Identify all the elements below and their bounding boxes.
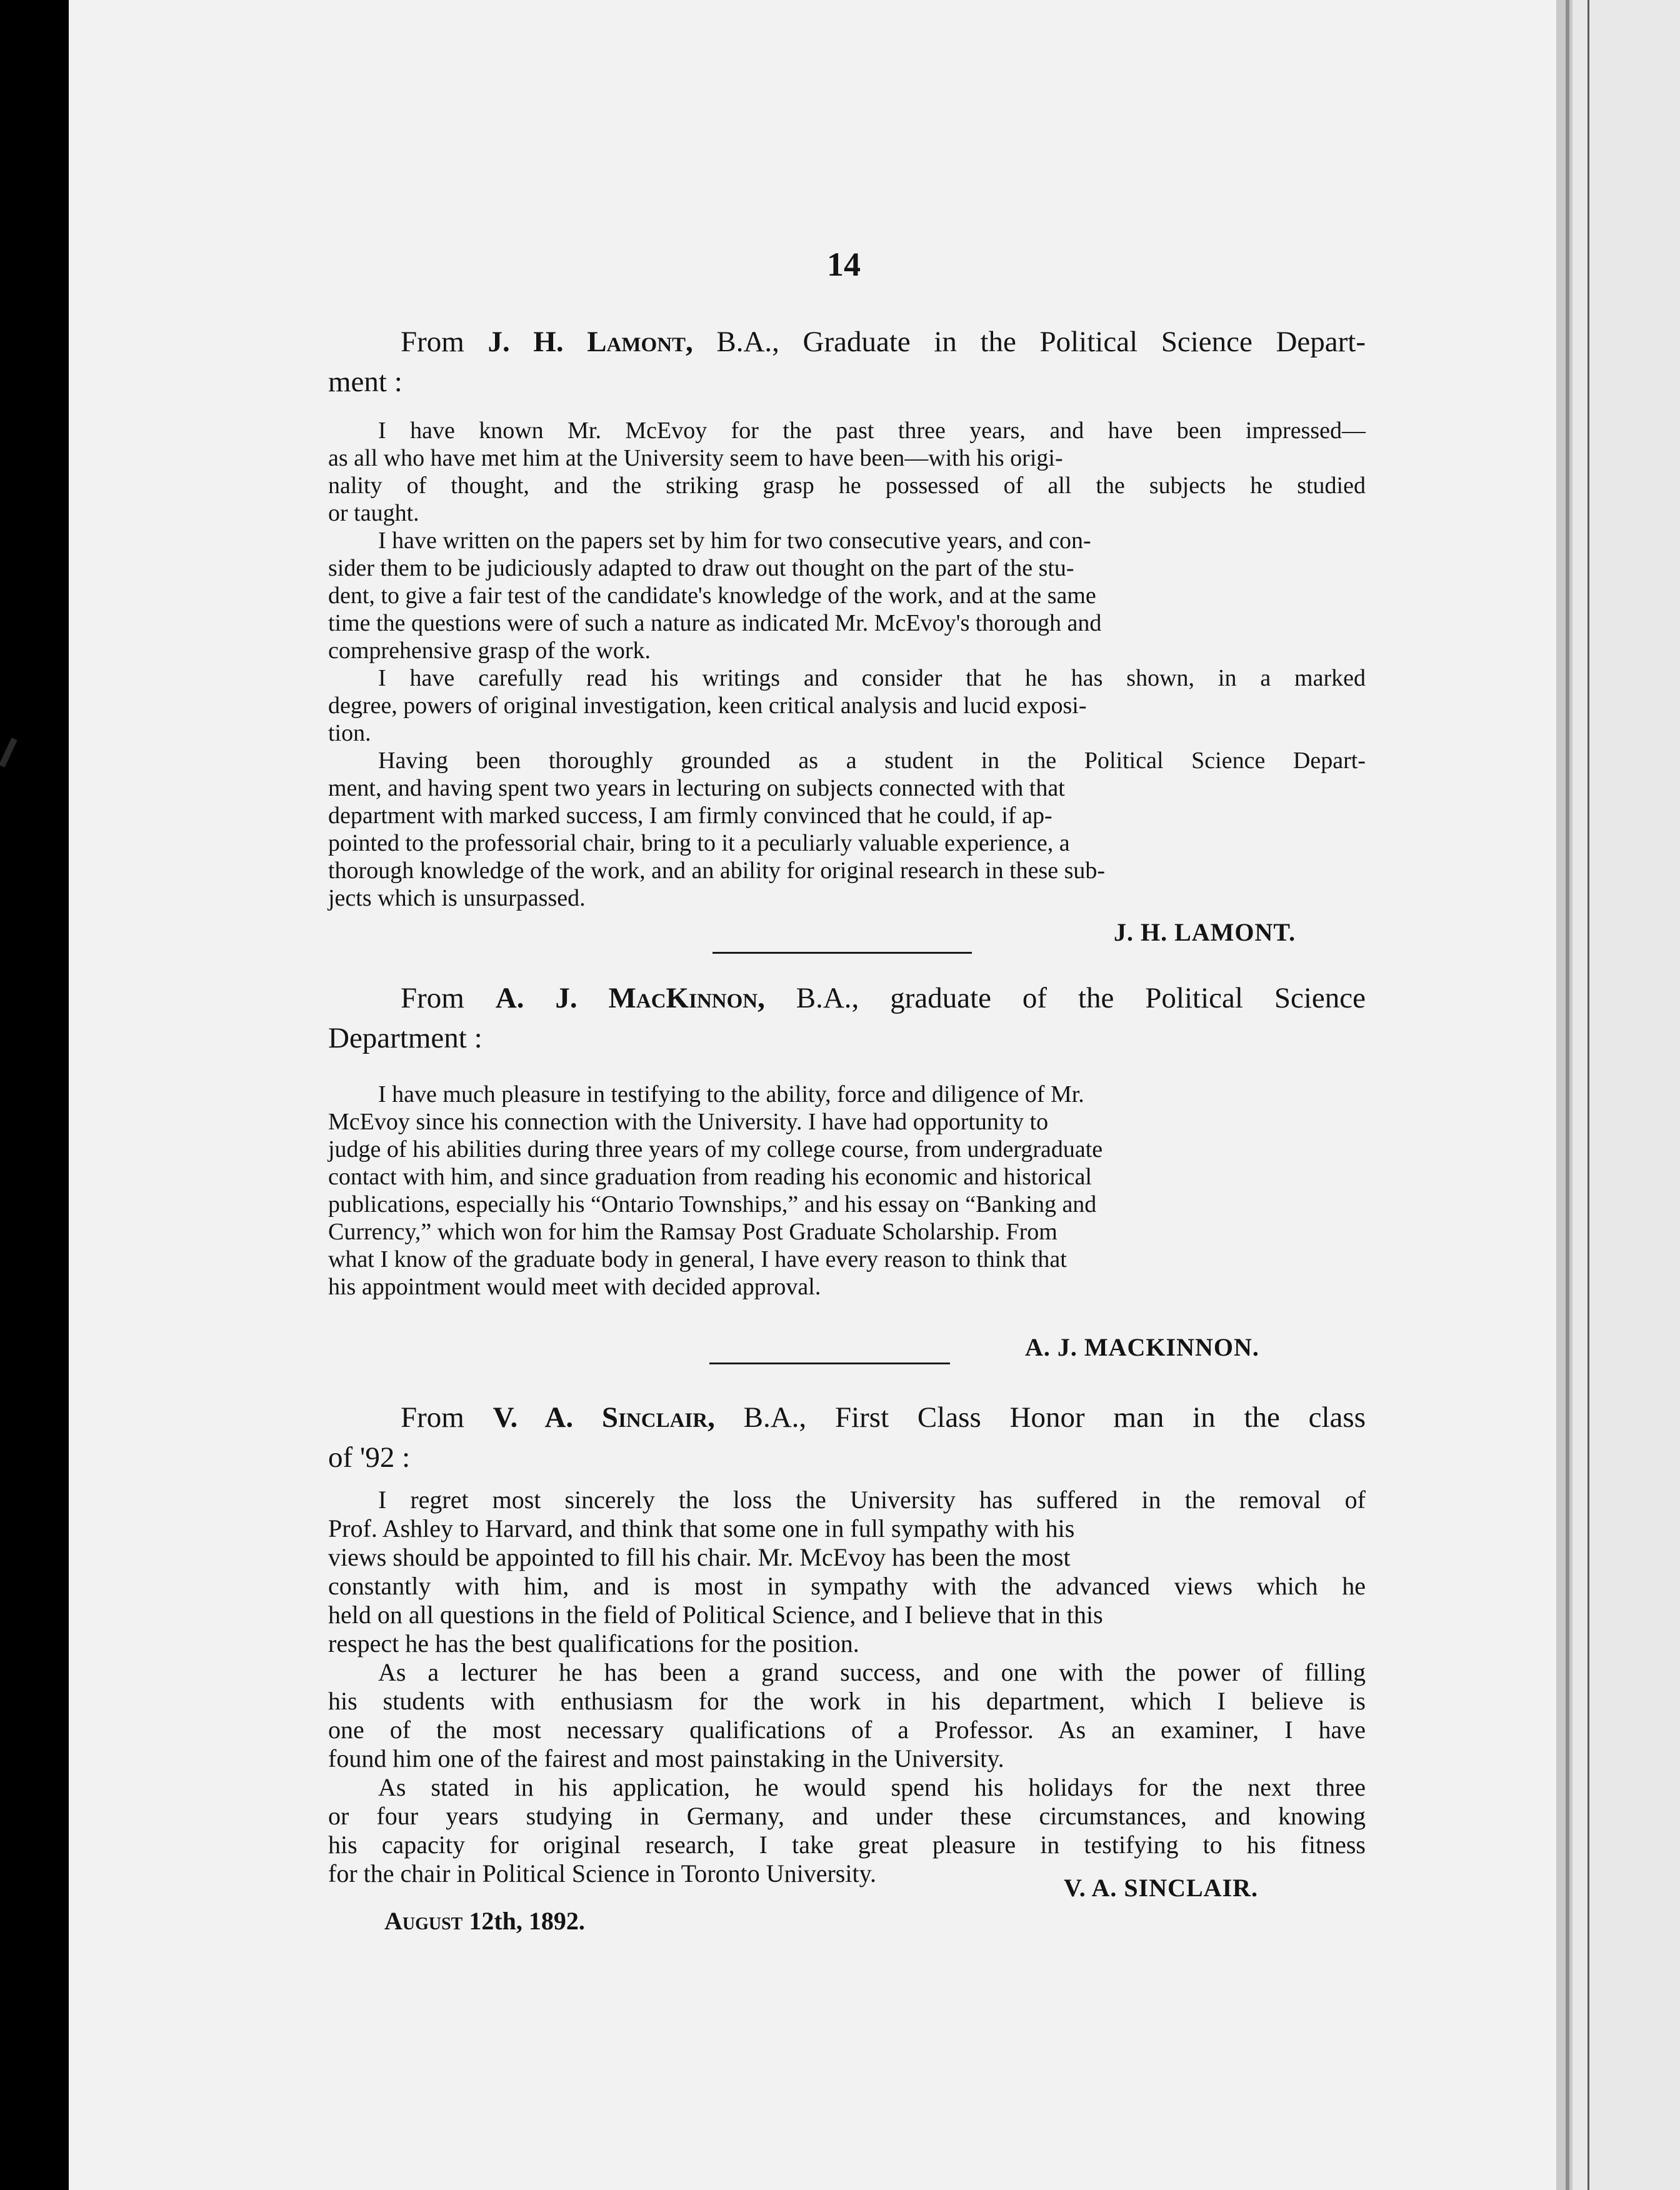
text-line: ment, and having spent two years in lecturing on subjects connected with that xyxy=(328,775,1065,801)
letter-date xyxy=(384,1906,585,1936)
author-name: V. A. Sinclair, xyxy=(492,1401,715,1434)
text-line: contact with him, and since graduation from reading his economic and historical xyxy=(328,1164,1092,1190)
text-line: I have written on the papers set by him for two consecutive years, and con- xyxy=(378,528,1091,554)
section-divider xyxy=(709,1362,950,1364)
date-month: August xyxy=(384,1907,463,1935)
text-line: jects which is unsurpassed. xyxy=(328,885,586,911)
text-line: respect he has the best qualifications for the position. xyxy=(328,1629,859,1658)
adjacent-page-edge xyxy=(1588,0,1589,2190)
text-line: tion. xyxy=(328,720,371,746)
text-line: I regret most sincerely the loss the University has suffered in the removal of xyxy=(378,1486,1366,1514)
margin-pencil-mark xyxy=(0,738,18,768)
text-line: or taught. xyxy=(328,500,419,526)
heading-line xyxy=(328,978,1366,1018)
letter-heading-sinclair xyxy=(328,1398,1366,1478)
heading-continuation: Department : xyxy=(328,1022,482,1054)
text-line: held on all questions in the field of Political Science, and I believe that in this xyxy=(328,1601,1103,1629)
heading-from: From xyxy=(401,326,464,358)
text-line: Having been thoroughly grounded as a student in the Political Science Depart- xyxy=(378,748,1366,774)
text-line: dent, to give a fair test of the candidate's knowledge of the work, and at the same xyxy=(328,582,1096,609)
text-line: time the questions were of such a nature as indicated Mr. McEvoy's thorough and xyxy=(328,610,1102,636)
signature-lamont: J. H. LAMONT. xyxy=(1114,918,1296,946)
text-line: his appointment would meet with decided approval. xyxy=(328,1274,821,1300)
text-line: McEvoy since his connection with the University. I have had opportunity to xyxy=(328,1109,1049,1135)
text-line: for the chair in Political Science in Toronto University. xyxy=(328,1859,876,1888)
author-credentials: B.A., First Class Honor man in the class xyxy=(743,1401,1366,1434)
text-line: publications, especially his “Ontario Townships,” and his essay on “Banking and xyxy=(328,1191,1097,1218)
text-line: his students with enthusiasm for the work in his department, which I believe is xyxy=(328,1687,1366,1715)
text-line: one of the most necessary qualifications of a Professor. As an examiner, I have xyxy=(328,1716,1366,1744)
letter-body-sinclair xyxy=(328,1486,1366,1888)
text-line: I have carefully read his writings and consider that he has shown, in a marked xyxy=(378,665,1366,691)
text-line: thorough knowledge of the work, and an ability for original research in these sub- xyxy=(328,858,1106,884)
signature-sinclair: V. A. SINCLAIR. xyxy=(1064,1874,1259,1902)
text-line: As a lecturer he has been a grand success, and one with the power of filling xyxy=(378,1658,1366,1686)
text-line: sider them to be judiciously adapted to draw out thought on the part of the stu- xyxy=(328,555,1074,581)
text-line: department with marked success, I am firmly convinced that he could, if ap- xyxy=(328,802,1052,829)
date-rest: 12th, 1892. xyxy=(469,1907,585,1935)
text-line: pointed to the professorial chair, bring to it a peculiarly valuable experience, a xyxy=(328,830,1070,856)
page-number: 14 xyxy=(827,246,861,283)
section-divider xyxy=(712,952,972,954)
text-line: views should be appointed to fill his chair. Mr. McEvoy has been the most xyxy=(328,1543,1071,1571)
text-line: Prof. Ashley to Harvard, and think that some one in full sympathy with his xyxy=(328,1514,1075,1542)
heading-from: From xyxy=(401,1401,464,1434)
text-line: As stated in his application, he would spend his holidays for the next three xyxy=(378,1773,1366,1801)
text-line: constantly with him, and is most in sympathy with the advanced views which he xyxy=(328,1572,1366,1600)
heading-line xyxy=(328,322,1366,362)
text-line: his capacity for original research, I take great pleasure in testifying to his fitness xyxy=(328,1831,1366,1859)
page-edge-shadow xyxy=(1566,0,1569,2190)
letter-body-mackinnon xyxy=(328,1081,1366,1301)
author-credentials: B.A., graduate of the Political Science xyxy=(796,982,1366,1014)
text-line: as all who have met him at the University seem to have been—with his origi- xyxy=(328,445,1063,471)
text-line: what I know of the graduate body in general, I have every reason to think that xyxy=(328,1246,1067,1272)
letter-heading-mackinnon xyxy=(328,978,1366,1058)
text-line: found him one of the fairest and most painstaking in the University. xyxy=(328,1744,1004,1772)
text-line: nality of thought, and the striking grasp he possessed of all the subjects he studied xyxy=(328,472,1366,499)
heading-line xyxy=(328,1398,1366,1438)
author-name: A. J. MacKinnon, xyxy=(495,982,765,1014)
heading-continuation: of '92 : xyxy=(328,1441,411,1474)
letter-body-lamont xyxy=(328,417,1366,912)
text-line: degree, powers of original investigation, keen critical analysis and lucid exposi- xyxy=(328,692,1087,719)
letter-heading-lamont xyxy=(328,322,1366,402)
heading-from: From xyxy=(401,982,464,1014)
text-line: comprehensive grasp of the work. xyxy=(328,638,651,664)
text-line: I have much pleasure in testifying to the ability, force and diligence of Mr. xyxy=(378,1081,1084,1108)
author-credentials: B.A., Graduate in the Political Science Depart- xyxy=(716,326,1366,358)
signature-mackinnon: A. J. MACKINNON. xyxy=(1025,1333,1259,1361)
text-line: Currency,” which won for him the Ramsay Post Graduate Scholarship. From xyxy=(328,1219,1058,1245)
text-line: or four years studying in Germany, and under these circumstances, and knowing xyxy=(328,1802,1366,1830)
page-edge xyxy=(1556,0,1572,2190)
text-line: judge of his abilities during three years of my college course, from undergraduate xyxy=(328,1136,1103,1162)
text-line: I have known Mr. McEvoy for the past three years, and have been impressed— xyxy=(378,418,1366,444)
heading-continuation: ment : xyxy=(328,366,402,398)
author-name: J. H. Lamont, xyxy=(488,326,693,358)
